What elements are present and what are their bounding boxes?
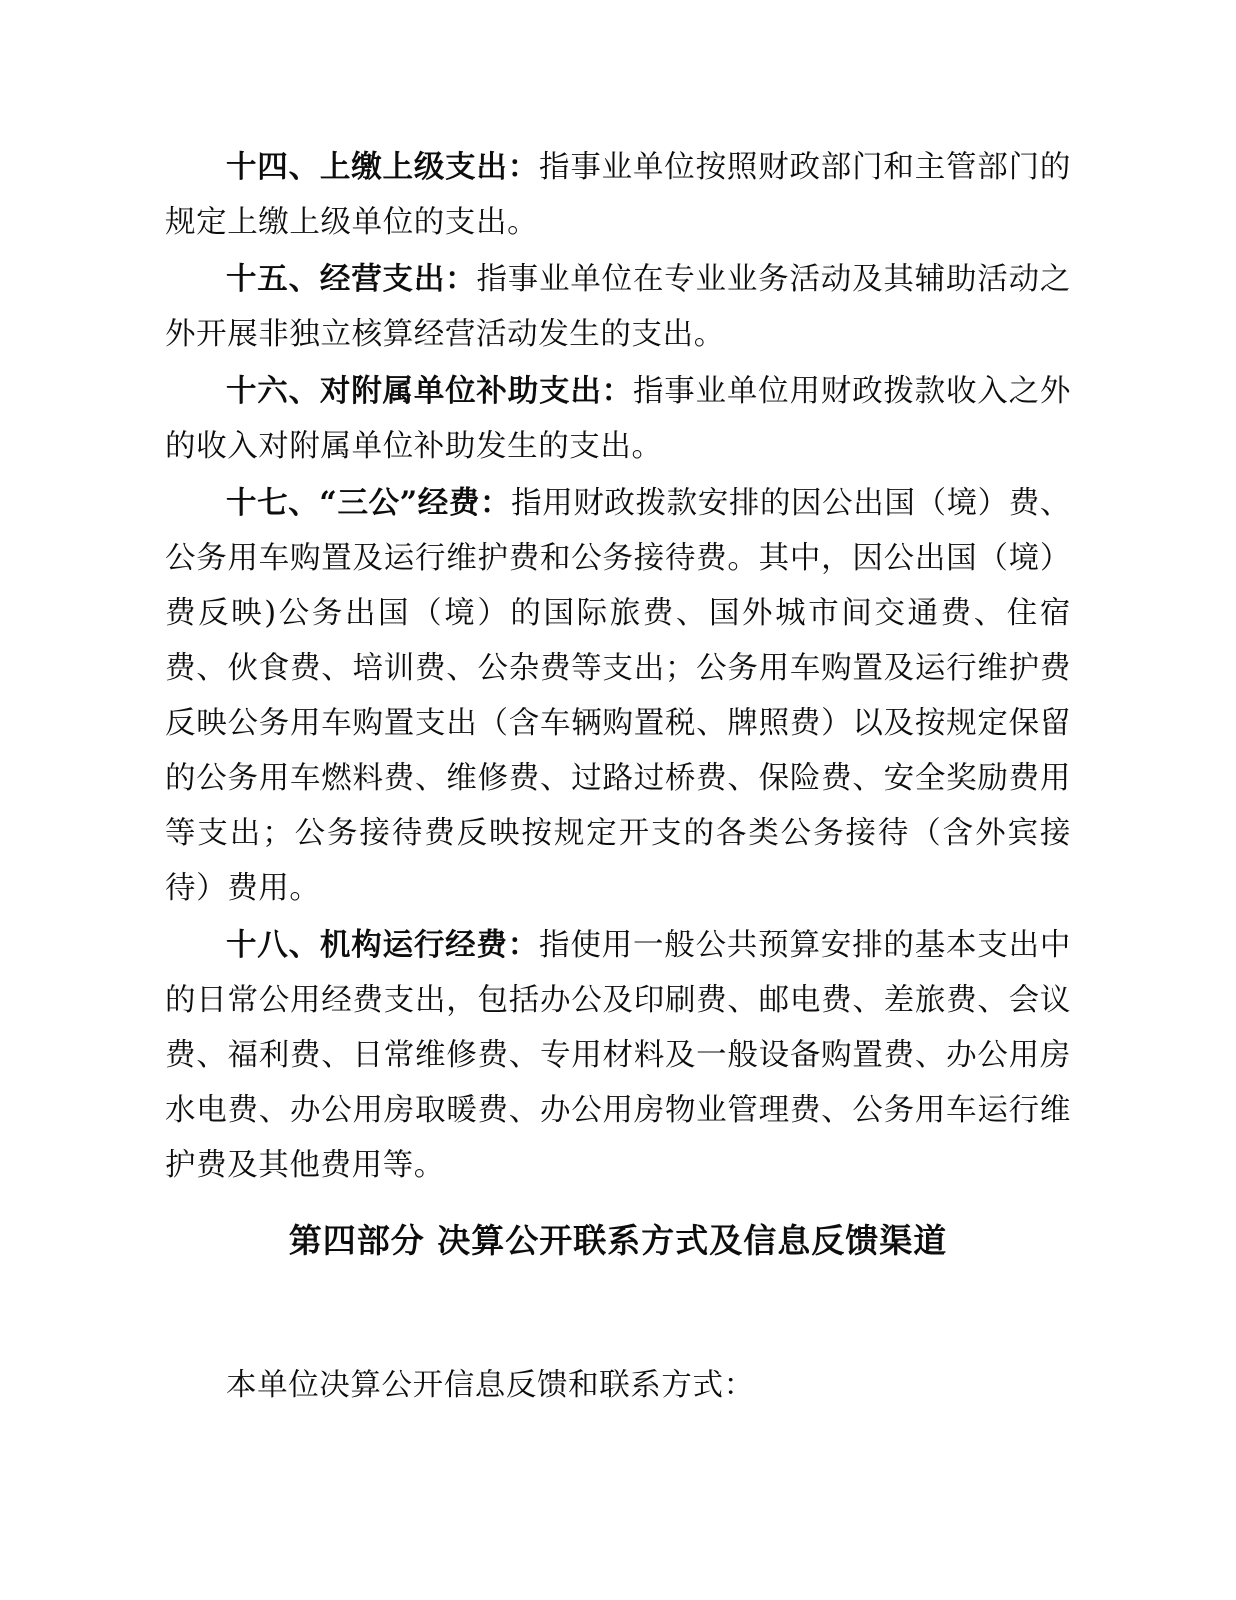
paragraph-16-body: 指事业单位用财政拨款收入之外的收入对附属单位补助发生的支出。 xyxy=(165,374,1071,464)
paragraph-18 xyxy=(165,918,1071,1193)
paragraph-14-lead: 十四、上缴上级支出： xyxy=(226,149,540,185)
paragraph-17-body: 指用财政拨款安排的因公出国（境）费、公务用车购置及运行维护费和公务接待费。其中，因公出国（境）费反映)公务出国（境）的国际旅费、国外城市间交通费、住宿费、伙食费、培训费、公杂费等支出；公务用车购置及运行维护费反映公务用车购置支出（含车辆购置税、牌照费）以及按规定保留的公务用车燃料费、维修费、过路过桥费、保险费、安全奖励费用等支出；公务接待费反映按规定开支的各类公务接待（含外宾接待）费用。 xyxy=(165,486,1071,906)
paragraph-16 xyxy=(165,364,1071,474)
paragraph-17 xyxy=(165,476,1071,916)
paragraph-17-lead: 十七、“三公”经费： xyxy=(226,485,512,521)
paragraph-15 xyxy=(165,252,1071,362)
paragraph-16-lead: 十六、对附属单位补助支出： xyxy=(226,373,633,409)
section-spacer xyxy=(165,1262,1071,1358)
paragraph-18-body: 指使用一般公共预算安排的基本支出中的日常公用经费支出，包括办公及印刷费、邮电费、差旅费、会议费、福利费、日常维修费、专用材料及一般设备购置费、办公用房水电费、办公用房取暖费、办公用房物业管理费、公务用车运行维护费及其他费用等。 xyxy=(165,928,1072,1183)
paragraph-14 xyxy=(165,140,1071,250)
paragraph-14-body: 指事业单位按照财政部门和主管部门的规定上缴上级单位的支出。 xyxy=(165,150,1072,240)
paragraph-15-lead: 十五、经营支出： xyxy=(226,261,477,297)
closing-line: 本单位决算公开信息反馈和联系方式： xyxy=(226,1368,755,1403)
paragraph-18-lead: 十八、机构运行经费： xyxy=(226,927,540,963)
section-title: 第四部分 决算公开联系方式及信息反馈渠道 xyxy=(288,1221,948,1260)
paragraph-15-body: 指事业单位在专业业务活动及其辅助活动之外开展非独立核算经营活动发生的支出。 xyxy=(165,262,1071,352)
